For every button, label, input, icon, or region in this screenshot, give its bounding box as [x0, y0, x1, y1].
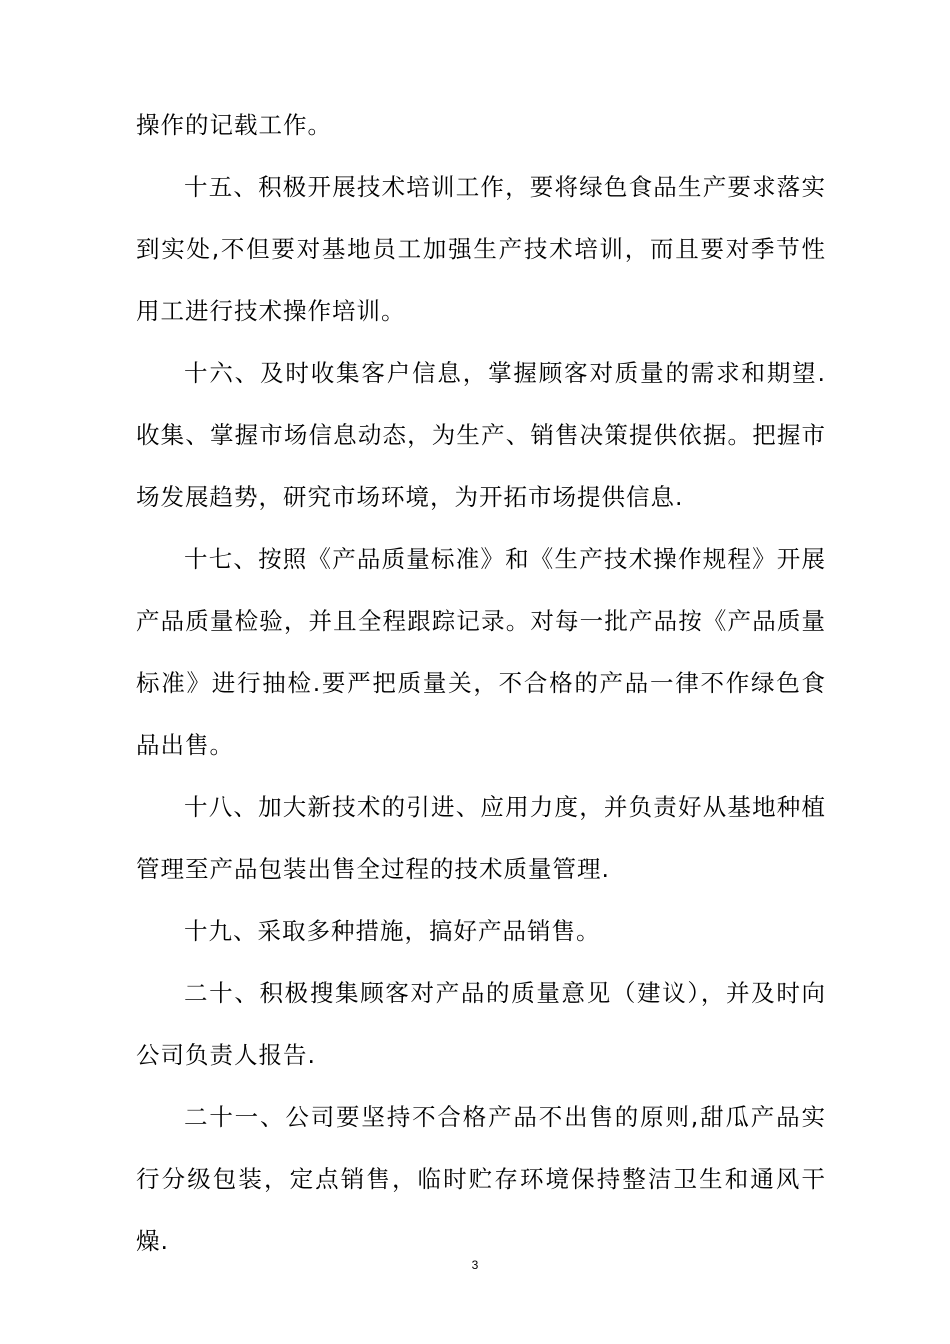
paragraph-item-15: 十五、积极开展技术培训工作，要将绿色食品生产要求落实到实处,不但要对基地员工加强生产技术培训，而且要对季节性用工进行技术操作培训。	[136, 173, 826, 325]
paragraph-continued: 操作的记载工作。	[136, 111, 332, 139]
paragraph-item-21: 二十一、公司要坚持不合格产品不出售的原则,甜瓜产品实行分级包装，定点销售，临时贮存环境保持整洁卫生和通风干燥.	[136, 1103, 826, 1255]
paragraph-item-16: 十六、及时收集客户信息，掌握顾客对质量的需求和期望.收集、掌握市场信息动态，为生产、销售决策提供依据。把握市场发展趋势，研究市场环境，为开拓市场提供信息.	[136, 359, 826, 511]
page-number: 3	[471, 1258, 479, 1272]
paragraph-item-18: 十八、加大新技术的引进、应用力度，并负责好从基地种植管理至产品包装出售全过程的技术质量管理.	[136, 793, 826, 883]
document-body	[136, 94, 826, 1272]
paragraph-item-19: 十九、采取多种措施，搞好产品销售。	[184, 917, 601, 945]
paragraph-item-20: 二十、积极搜集顾客对产品的质量意见（建议），并及时向公司负责人报告.	[136, 979, 826, 1069]
paragraph-item-17: 十七、按照《产品质量标准》和《生产技术操作规程》开展产品质量检验，并且全程跟踪记录。对每一批产品按《产品质量标准》进行抽检.要严把质量关，不合格的产品一律不作绿色食品出售。	[136, 545, 826, 759]
